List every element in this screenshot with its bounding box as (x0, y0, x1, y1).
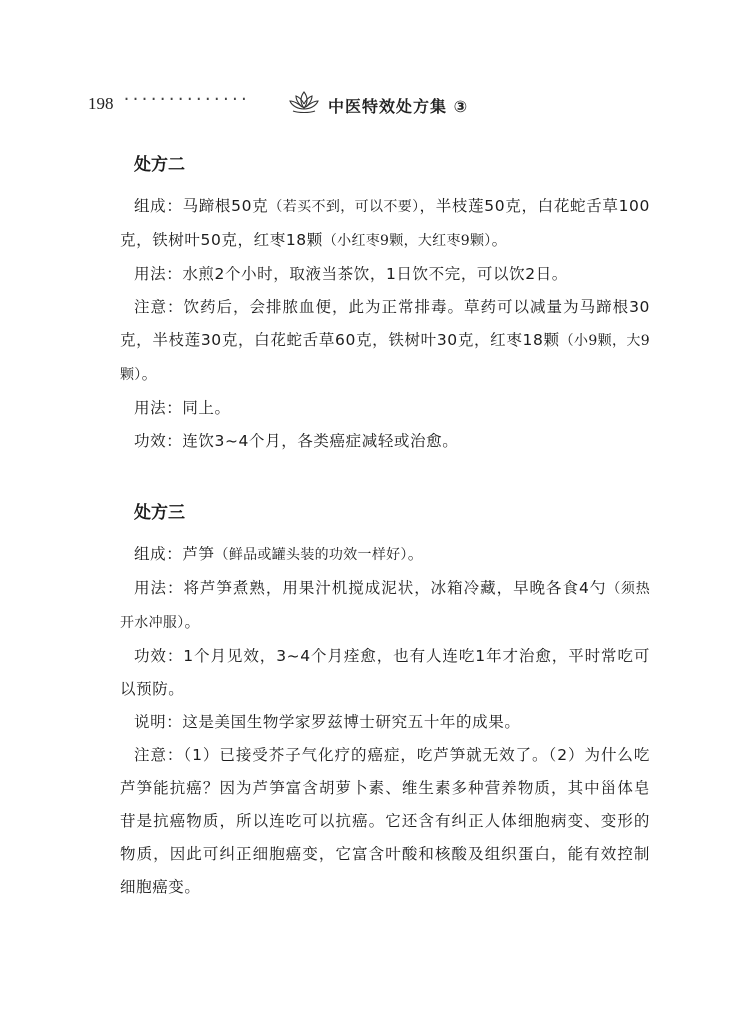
composition-paragraph: 组成：马蹄根50克（若买不到，可以不要），半枝莲50克，白花蛇舌草100克，铁树叶50克，红枣18颗（小红枣9颗，大红枣9颗）。 (120, 197, 650, 249)
book-title: 中医特效处方集 ③ (328, 97, 469, 116)
section-gap (120, 458, 650, 500)
leader-dots: ·············· (122, 90, 249, 108)
volume-badge: ③ (453, 97, 469, 116)
caution-paragraph: 注意：（1）已接受芥子气化疗的癌症，吃芦笋就无效了。（2）为什么吃芦笋能抗癌？因为芦笋富含胡萝卜素、维生素多种营养物质，其中甾体皂苷是抗癌物质，所以连吃可以抗癌。它还含有纠正人体细胞病变、变形的物质，因此可纠正细胞癌变，它富含叶酸和核酸及组织蛋白，能有效控制细胞癌变。 (120, 746, 650, 896)
explanation-paragraph: 说明：这是美国生物学家罗兹博士研究五十年的成果。 (134, 713, 521, 731)
prescription-section (120, 152, 650, 458)
usage-paragraph: 用法：将芦笋煮熟，用果汁机搅成泥状，冰箱冷藏，早晚各食4勺（须热开水冲服）。 (120, 579, 650, 631)
page-number: 198 (88, 94, 114, 113)
lotus-icon (287, 88, 321, 116)
efficacy-paragraph: 功效：1个月见效，3~4个月痊愈，也有人连吃1年才治愈，平时常吃可以预防。 (120, 647, 650, 698)
caution-paragraph: 注意：饮药后，会排脓血便，此为正常排毒。草药可以减量为马蹄根30克，半枝莲30克，白花蛇舌草60克，铁树叶30克，红枣18颗（小9颗，大9颗）。 (120, 298, 650, 383)
usage-paragraph: 用法：水煎2个小时，取液当茶饮，1日饮不完，可以饮2日。 (134, 265, 568, 283)
efficacy-paragraph: 功效：连饮3~4个月，各类癌症减轻或治愈。 (134, 432, 459, 450)
usage-paragraph: 用法：同上。 (134, 399, 231, 417)
section-title: 处方三 (134, 503, 185, 523)
section-title: 处方二 (134, 155, 185, 175)
running-header (0, 88, 730, 128)
prescription-section (120, 500, 650, 904)
composition-paragraph: 组成：芦笋（鲜品或罐头装的功效一样好）。 (134, 545, 424, 563)
main-content (120, 152, 650, 904)
